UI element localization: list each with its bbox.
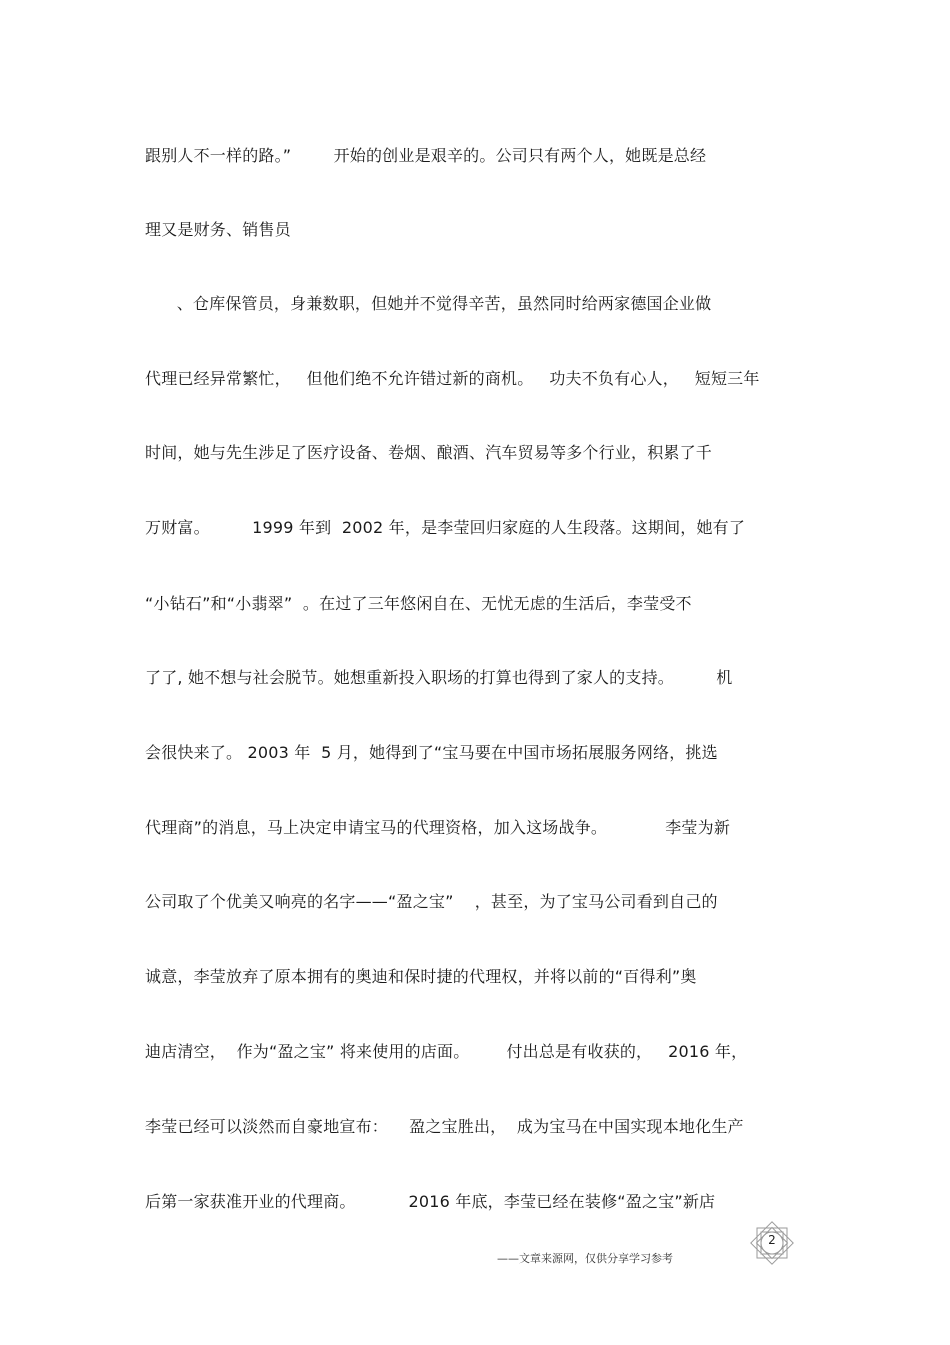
body-line-11: 公司取了个优美又响亮的名字——“盈之宝” ，甚至，为了宝马公司看到自己的 [145, 892, 718, 911]
body-line-4: 代理已经异常繁忙， 但他们绝不允许错过新的商机。 功夫不负有心人， 短短三年 [145, 369, 760, 388]
body-line-3: 、仓库保管员，身兼数职，但她并不觉得辛苦，虽然同时给两家德国企业做 [145, 294, 712, 313]
body-line-15: 后第一家获准开业的代理商。 2016 年底，李莹已经在装修“盈之宝”新店 [145, 1192, 716, 1211]
body-line-13: 迪店清空， 作为“盈之宝” 将来使用的店面。 付出总是有收获的， 2016 年， [145, 1042, 748, 1061]
body-line-1: 跟别人不一样的路。” 开始的创业是艰辛的。公司只有两个人，她既是总经 [145, 146, 707, 165]
page-number-badge [747, 1220, 797, 1266]
body-line-5: 时间，她与先生涉足了医疗设备、卷烟、酿酒、汽车贸易等多个行业，积累了千 [145, 443, 713, 462]
body-line-10: 代理商”的消息，马上决定申请宝马的代理资格，加入这场战争。 李莹为新 [145, 818, 731, 837]
body-line-6: 万财富。 1999 年到 2002 年，是李莹回归家庭的人生段落。这期间，她有了 [145, 518, 746, 537]
body-line-12: 诚意，李莹放弃了原本拥有的奥迪和保时捷的代理权，并将以前的“百得利”奥 [145, 967, 697, 986]
body-line-9: 会很快来了。 2003 年 5 月，她得到了“宝马要在中国市场拓展服务网络，挑选 [145, 743, 718, 762]
source-note: ——文章来源网，仅供分享学习参考 [497, 1252, 673, 1265]
page-number: 2 [768, 1233, 776, 1247]
body-line-2: 理又是财务、销售员 [145, 220, 291, 239]
body-line-8: 了了, 她不想与社会脱节。她想重新投入职场的打算也得到了家人的支持。 机 [145, 668, 733, 687]
body-line-7: “小钻石”和“小翡翠” 。在过了三年悠闲自在、无忧无虑的生活后，李莹受不 [145, 594, 692, 613]
body-line-14: 李莹已经可以淡然而自豪地宣布： 盈之宝胜出， 成为宝马在中国实现本地化生产 [145, 1117, 744, 1136]
